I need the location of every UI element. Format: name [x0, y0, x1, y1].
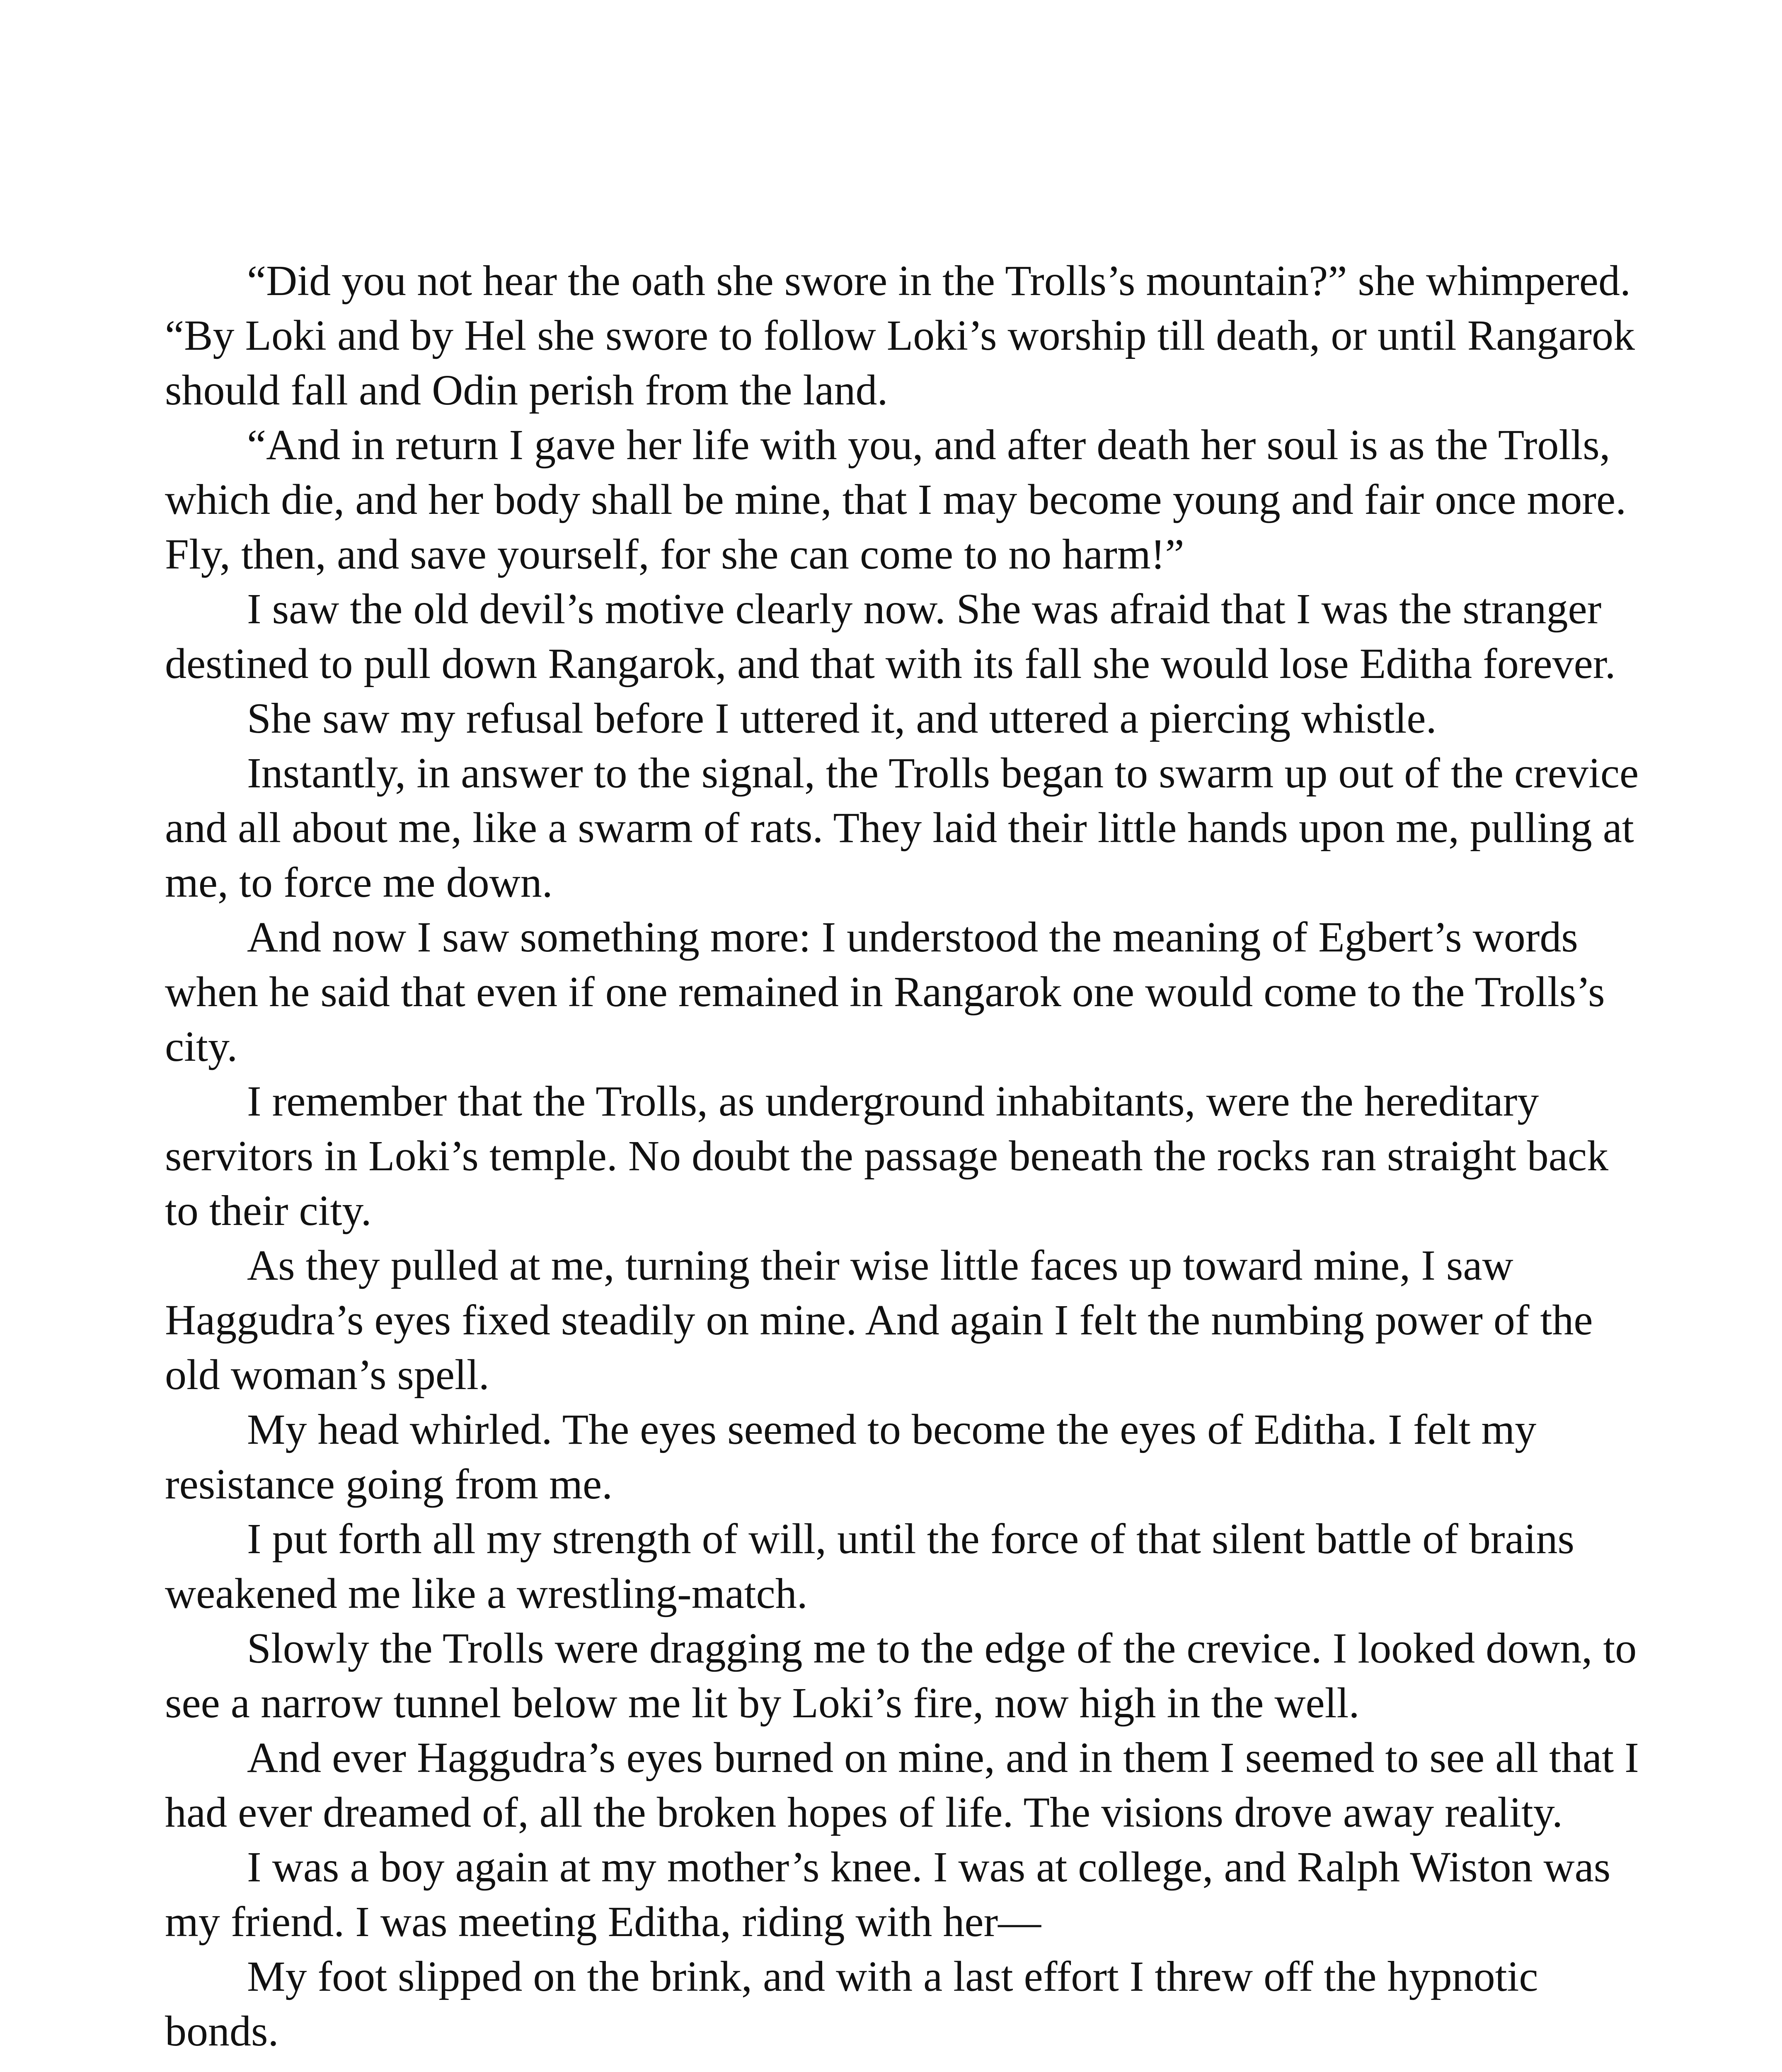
paragraph: And ever Haggudra’s eyes burned on mine, and in them I seemed to see all that I had ever dreamed of, all the broken hopes of life. The visions drove away reality.: [165, 1734, 1639, 1836]
paragraph: “And in return I gave her life with you, and after death her soul is as the Trolls, which die, and her body shall be mine, that I may become young and fair once more. Fly, then, and save yourself, for she can come to no harm!”: [165, 421, 1627, 578]
paragraph: And now I saw something more: I understood the meaning of Egbert’s words when he said that even if one remained in Rangarok one would come to the Trolls’s city.: [165, 913, 1605, 1070]
paragraph: My head whirled. The eyes seemed to become the eyes of Editha. I felt my resistance going from me.: [165, 1406, 1537, 1508]
paragraph: I saw the old devil’s motive clearly now. She was afraid that I was the stranger destined to pull down Rangarok, and that with its fall she would lose Editha forever.: [165, 585, 1616, 687]
paragraph: I was a boy again at my mother’s knee. I was at college, and Ralph Wiston was my friend. I was meeting Editha, riding with her—: [165, 1843, 1611, 1946]
paragraph: I remember that the Trolls, as underground inhabitants, were the hereditary servitors in Loki’s temple. No doubt the passage beneath the rocks ran straight back to their city.: [165, 1077, 1609, 1234]
paragraph: My foot slipped on the brink, and with a last effort I threw off the hypnotic bonds.: [165, 1953, 1538, 2055]
paragraph: Instantly, in answer to the signal, the Trolls began to swarm up out of the crevice and all about me, like a swarm of rats. They laid their little hands upon me, pulling at me, to force me down.: [165, 749, 1639, 906]
book-page-body: [165, 254, 1640, 2059]
paragraph: I put forth all my strength of will, until the force of that silent battle of brains weakened me like a wrestling-match.: [165, 1515, 1575, 1617]
paragraph: Slowly the Trolls were dragging me to the edge of the crevice. I looked down, to see a narrow tunnel below me lit by Loki’s fire, now high in the well.: [165, 1624, 1637, 1727]
paragraph: She saw my refusal before I uttered it, and uttered a piercing whistle.: [247, 695, 1437, 742]
paragraph: “Did you not hear the oath she swore in the Trolls’s mountain?” she whimpered. “By Loki and by Hel she swore to follow Loki’s worship till death, or until Rangarok should fall and Odin perish from the land.: [165, 257, 1635, 414]
paragraph: As they pulled at me, turning their wise little faces up toward mine, I saw Haggudra’s eyes fixed steadily on mine. And again I felt the numbing power of the old woman’s spell.: [165, 1242, 1593, 1399]
